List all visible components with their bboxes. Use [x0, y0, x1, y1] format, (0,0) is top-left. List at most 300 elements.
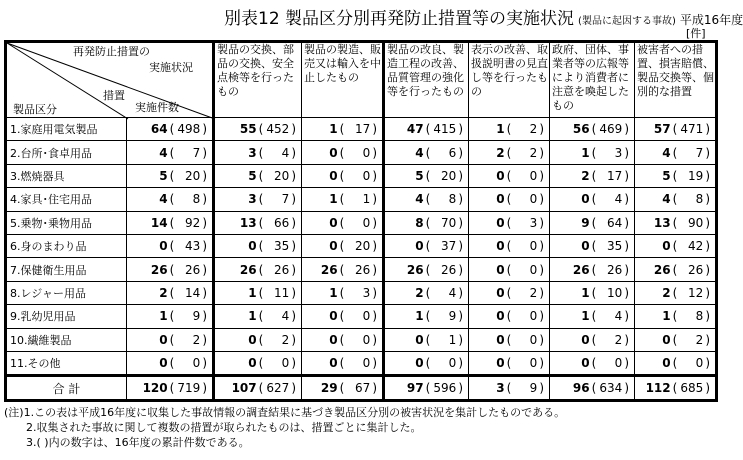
value-cell: [550, 234, 635, 257]
value: [127, 146, 212, 160]
paren-close: ): [202, 168, 207, 183]
value: [127, 122, 212, 136]
diag-label-top2: 実施状況: [149, 61, 193, 74]
paren-open: (: [339, 215, 345, 230]
count: 26: [150, 262, 168, 277]
value-cell: [469, 258, 550, 281]
count: 0: [248, 356, 257, 371]
value-cell: [635, 281, 717, 304]
count: 1: [581, 309, 590, 324]
value-cell: [127, 281, 214, 304]
cumulative-count: 0: [529, 192, 538, 207]
value: [469, 356, 549, 370]
value: [635, 263, 715, 277]
paren-close: ): [539, 332, 544, 347]
row-label: 合 計: [6, 376, 127, 401]
paren-open: (: [339, 285, 345, 300]
paren-close: ): [291, 168, 296, 183]
paren-close: ): [372, 239, 377, 254]
paren-open: (: [258, 381, 264, 396]
paren-open: (: [425, 309, 431, 324]
count: 107: [231, 381, 257, 396]
count: 1: [581, 285, 590, 300]
paren-open: (: [506, 145, 512, 160]
value: [635, 381, 715, 395]
count: 1: [662, 309, 671, 324]
value: [215, 263, 301, 277]
value: [302, 263, 382, 277]
value: [385, 169, 468, 183]
paren-close: ): [202, 356, 207, 371]
title-main: 別表12 製品区分別再発防止措置等の実施状況: [224, 9, 575, 29]
value-cell: [127, 188, 214, 211]
cumulative-count: 0: [529, 239, 538, 254]
paren-close: ): [458, 239, 463, 254]
row-label: 4.家具･住宅用品: [6, 188, 127, 211]
cumulative-count: 8: [192, 192, 201, 207]
paren-close: ): [624, 192, 629, 207]
paren-open: (: [339, 239, 345, 254]
count: 1: [415, 309, 424, 324]
paren-close: ): [705, 381, 710, 396]
paren-open: (: [425, 285, 431, 300]
count: 8: [415, 215, 424, 230]
paren-close: ): [458, 309, 463, 324]
paren-close: ): [458, 356, 463, 371]
paren-open: (: [672, 309, 678, 324]
column-header: 政府、団体、事業者等の広報等により消費者に注意を喚起したもの: [550, 42, 635, 118]
value: [302, 286, 382, 300]
paren-open: (: [339, 332, 345, 347]
value-cell: [635, 351, 717, 375]
row-label: 9.乳幼児用品: [6, 305, 127, 328]
paren-close: ): [202, 262, 207, 277]
count: 0: [248, 332, 257, 347]
paren-open: (: [672, 122, 678, 137]
cumulative-count: 42: [688, 239, 704, 254]
cumulative-count: 43: [185, 239, 201, 254]
paren-open: (: [258, 356, 264, 371]
paren-open: (: [169, 122, 175, 137]
paren-close: ): [705, 122, 710, 137]
value-cell: [384, 328, 469, 351]
paren-close: ): [458, 332, 463, 347]
table-row: [6, 141, 717, 164]
value-cell: [214, 211, 302, 234]
count: 0: [496, 239, 505, 254]
paren-open: (: [672, 168, 678, 183]
value: [127, 356, 212, 370]
value: [302, 146, 382, 160]
cumulative-count: 2: [695, 332, 704, 347]
value: [385, 263, 468, 277]
paren-open: (: [258, 215, 264, 230]
value: [550, 333, 634, 347]
paren-open: (: [339, 122, 345, 137]
value-cell: [214, 188, 302, 211]
paren-close: ): [291, 239, 296, 254]
value: [469, 309, 549, 323]
count: 0: [159, 332, 168, 347]
paren-close: ): [458, 262, 463, 277]
value-cell: [635, 376, 717, 401]
paren-open: (: [339, 381, 345, 396]
paren-open: (: [591, 356, 597, 371]
count: 0: [415, 356, 424, 371]
value-cell: [550, 281, 635, 304]
cumulative-count: 469: [599, 122, 623, 137]
note-1: (注)1.この表は平成16年度に収集した事故情報の調査結果に基づき製品区分別の被害状況を集計したものである。: [4, 406, 566, 419]
row-label: 5.乗物･乗物用品: [6, 211, 127, 234]
paren-open: (: [591, 285, 597, 300]
value-cell: [635, 164, 717, 187]
value: [550, 122, 634, 136]
paren-close: ): [705, 168, 710, 183]
value-cell: [550, 141, 635, 164]
count: 5: [159, 168, 168, 183]
cumulative-count: 452: [266, 122, 290, 137]
cumulative-count: 66: [274, 215, 290, 230]
paren-close: ): [372, 285, 377, 300]
count: 2: [159, 285, 168, 300]
paren-close: ): [291, 381, 296, 396]
cumulative-count: 14: [185, 285, 201, 300]
count: 1: [329, 122, 338, 137]
value: [215, 356, 301, 370]
count: 2: [415, 285, 424, 300]
value: [302, 216, 382, 230]
paren-close: ): [291, 309, 296, 324]
paren-open: (: [591, 332, 597, 347]
paren-open: (: [169, 145, 175, 160]
count: 1: [329, 192, 338, 207]
paren-close: ): [372, 309, 377, 324]
paren-close: ): [372, 192, 377, 207]
cumulative-count: 0: [192, 356, 201, 371]
paren-open: (: [169, 381, 175, 396]
paren-open: (: [425, 192, 431, 207]
value: [635, 356, 715, 370]
value: [635, 216, 715, 230]
table-row: [6, 328, 717, 351]
value-cell: [127, 118, 214, 141]
value: [550, 146, 634, 160]
cumulative-count: 0: [362, 309, 371, 324]
paren-close: ): [372, 215, 377, 230]
cumulative-count: 3: [614, 145, 623, 160]
value-cell: [550, 258, 635, 281]
paren-open: (: [506, 122, 512, 137]
cumulative-count: 20: [441, 168, 457, 183]
value: [215, 381, 301, 395]
count: 0: [496, 168, 505, 183]
count: 0: [415, 332, 424, 347]
value-cell: [127, 164, 214, 187]
cumulative-count: 20: [185, 168, 201, 183]
paren-open: (: [591, 239, 597, 254]
value: [127, 239, 212, 253]
paren-close: ): [705, 285, 710, 300]
value: [550, 381, 634, 395]
value: [127, 381, 212, 395]
paren-open: (: [425, 122, 431, 137]
cumulative-count: 0: [362, 215, 371, 230]
diag-label-top: 再発防止措置の: [73, 45, 150, 58]
paren-open: (: [258, 285, 264, 300]
paren-open: (: [672, 262, 678, 277]
title-subtitle: (製品に起因する事故): [578, 16, 676, 27]
paren-close: ): [539, 262, 544, 277]
cumulative-count: 415: [433, 122, 457, 137]
count: 9: [581, 215, 590, 230]
value: [302, 192, 382, 206]
value: [635, 333, 715, 347]
paren-open: (: [169, 285, 175, 300]
value-cell: [302, 258, 384, 281]
paren-close: ): [202, 332, 207, 347]
value-cell: [384, 305, 469, 328]
paren-open: (: [339, 262, 345, 277]
paren-open: (: [169, 168, 175, 183]
value-cell: [214, 351, 302, 375]
paren-close: ): [624, 332, 629, 347]
paren-open: (: [425, 262, 431, 277]
diag-label-count: 実施件数: [135, 101, 179, 114]
value: [550, 239, 634, 253]
paren-open: (: [339, 145, 345, 160]
paren-close: ): [539, 215, 544, 230]
value: [215, 122, 301, 136]
cumulative-count: 0: [529, 168, 538, 183]
count: 13: [653, 215, 671, 230]
value-cell: [469, 351, 550, 375]
cumulative-count: 4: [281, 145, 290, 160]
count: 0: [415, 239, 424, 254]
count: 4: [415, 192, 424, 207]
paren-open: (: [672, 239, 678, 254]
value-cell: [214, 281, 302, 304]
row-label: 11.その他: [6, 351, 127, 375]
paren-open: (: [425, 381, 431, 396]
cumulative-count: 35: [274, 239, 290, 254]
paren-open: (: [506, 285, 512, 300]
paren-close: ): [539, 192, 544, 207]
value-cell: [214, 234, 302, 257]
value-cell: [384, 281, 469, 304]
value: [550, 192, 634, 206]
paren-close: ): [372, 356, 377, 371]
value-cell: [635, 234, 717, 257]
paren-open: (: [591, 168, 597, 183]
value-cell: [302, 328, 384, 351]
value: [635, 122, 715, 136]
paren-close: ): [458, 168, 463, 183]
cumulative-count: 2: [529, 145, 538, 160]
value-cell: [635, 305, 717, 328]
cumulative-count: 19: [688, 168, 704, 183]
value-cell: [384, 188, 469, 211]
paren-close: ): [705, 145, 710, 160]
paren-open: (: [258, 192, 264, 207]
column-header: 製品の改良、製造工程の改善、品質管理の強化等を行ったもの: [384, 42, 469, 118]
value-cell: [127, 351, 214, 375]
count: 0: [662, 356, 671, 371]
paren-close: ): [458, 381, 463, 396]
value: [385, 239, 468, 253]
cumulative-count: 9: [529, 381, 538, 396]
paren-close: ): [705, 215, 710, 230]
paren-open: (: [258, 332, 264, 347]
count: 2: [662, 285, 671, 300]
value: [635, 146, 715, 160]
cumulative-count: 719: [177, 381, 201, 396]
value-cell: [635, 211, 717, 234]
paren-open: (: [506, 309, 512, 324]
cumulative-count: 0: [362, 145, 371, 160]
value: [469, 146, 549, 160]
paren-close: ): [202, 309, 207, 324]
cumulative-count: 9: [448, 309, 457, 324]
value-cell: [127, 258, 214, 281]
footnotes: [4, 405, 565, 450]
value-cell: [635, 328, 717, 351]
cumulative-count: 4: [281, 309, 290, 324]
paren-close: ): [705, 332, 710, 347]
paren-close: ): [291, 145, 296, 160]
paren-open: (: [672, 381, 678, 396]
value-cell: [214, 141, 302, 164]
count: 4: [159, 145, 168, 160]
paren-close: ): [624, 309, 629, 324]
value-cell: [384, 258, 469, 281]
count: 112: [645, 381, 671, 396]
cumulative-count: 11: [274, 285, 290, 300]
value-cell: [469, 376, 550, 401]
cumulative-count: 498: [177, 122, 201, 137]
count: 0: [159, 356, 168, 371]
paren-open: (: [591, 192, 597, 207]
diag-label-category: 製品区分: [13, 103, 57, 116]
paren-open: (: [672, 332, 678, 347]
value-cell: [302, 211, 384, 234]
paren-open: (: [258, 168, 264, 183]
title-year: 平成16年度: [679, 13, 743, 27]
value-cell: [302, 281, 384, 304]
unit-label: [件]: [686, 27, 706, 40]
paren-close: ): [291, 285, 296, 300]
count: 64: [150, 122, 168, 137]
value: [127, 263, 212, 277]
value-cell: [635, 188, 717, 211]
value-cell: [635, 258, 717, 281]
value-cell: [127, 141, 214, 164]
table-row: [6, 118, 717, 141]
value: [469, 122, 549, 136]
cumulative-count: 17: [355, 122, 371, 137]
cumulative-count: 1: [448, 332, 457, 347]
count: 4: [662, 145, 671, 160]
paren-close: ): [372, 262, 377, 277]
paren-close: ): [624, 168, 629, 183]
value-cell: [384, 164, 469, 187]
cumulative-count: 10: [607, 285, 623, 300]
paren-open: (: [339, 192, 345, 207]
paren-open: (: [425, 168, 431, 183]
count: 13: [239, 215, 257, 230]
value-cell: [550, 305, 635, 328]
value-cell: [127, 376, 214, 401]
paren-open: (: [425, 145, 431, 160]
paren-close: ): [291, 215, 296, 230]
cumulative-count: 9: [192, 309, 201, 324]
value-cell: [214, 258, 302, 281]
value: [550, 216, 634, 230]
count: 55: [239, 122, 257, 137]
cumulative-count: 8: [448, 192, 457, 207]
value-cell: [302, 188, 384, 211]
value: [302, 333, 382, 347]
table-row: [6, 211, 717, 234]
value: [302, 309, 382, 323]
value-cell: [469, 328, 550, 351]
value: [469, 192, 549, 206]
paren-open: (: [506, 215, 512, 230]
paren-open: (: [506, 332, 512, 347]
note-2: 2.収集された事故に関して複数の措置が取られたものは、措置ごとに集計した。: [26, 421, 422, 434]
count: 0: [496, 192, 505, 207]
count: 0: [329, 356, 338, 371]
paren-open: (: [339, 309, 345, 324]
value-cell: [550, 328, 635, 351]
cumulative-count: 90: [688, 215, 704, 230]
count: 1: [581, 145, 590, 160]
cumulative-count: 0: [614, 356, 623, 371]
value-cell: [127, 328, 214, 351]
value: [385, 122, 468, 136]
value: [635, 309, 715, 323]
count: 0: [329, 332, 338, 347]
value-cell: [214, 164, 302, 187]
value: [469, 263, 549, 277]
paren-close: ): [458, 285, 463, 300]
value-cell: [214, 328, 302, 351]
value: [385, 146, 468, 160]
paren-close: ): [372, 332, 377, 347]
cumulative-count: 0: [529, 262, 538, 277]
row-label: 8.レジャー用品: [6, 281, 127, 304]
cumulative-count: 20: [274, 168, 290, 183]
value: [385, 333, 468, 347]
paren-close: ): [624, 285, 629, 300]
paren-open: (: [672, 145, 678, 160]
cumulative-count: 596: [433, 381, 457, 396]
count: 4: [159, 192, 168, 207]
count: 3: [496, 381, 505, 396]
cumulative-count: 12: [688, 285, 704, 300]
column-header: 被害者への措置、損害賠償、製品交換等、個別的な措置: [635, 42, 717, 118]
page-title: [224, 4, 743, 29]
value: [127, 216, 212, 230]
paren-close: ): [202, 239, 207, 254]
value-cell: [550, 188, 635, 211]
count: 0: [581, 239, 590, 254]
count: 26: [572, 262, 590, 277]
value-cell: [127, 305, 214, 328]
count: 56: [572, 122, 590, 137]
count: 57: [653, 122, 671, 137]
table-row: [6, 281, 717, 304]
value: [469, 169, 549, 183]
